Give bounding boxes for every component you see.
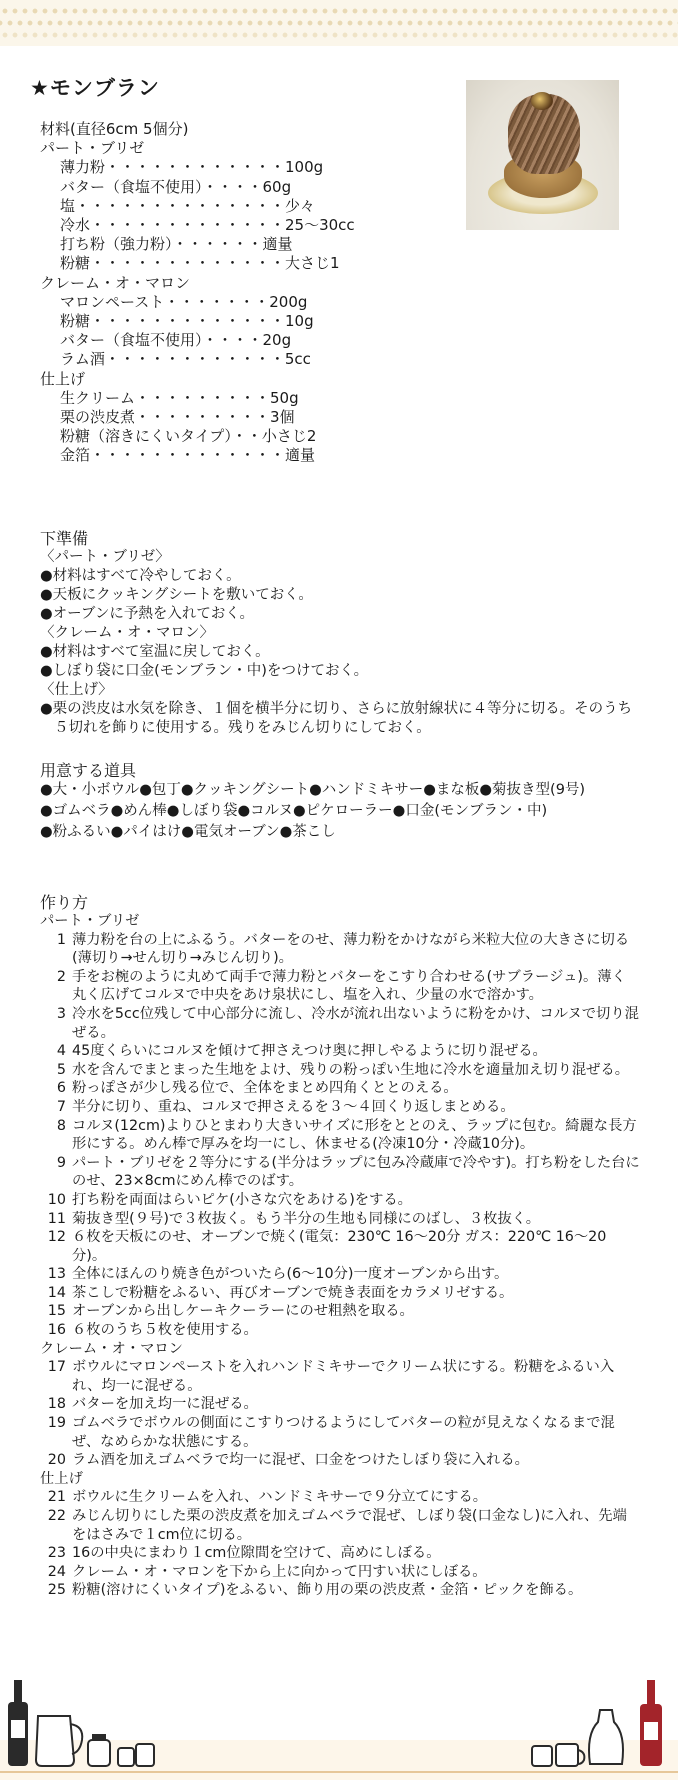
page-title: ★モンブラン bbox=[30, 76, 160, 100]
ingredient-item: 栗の渋皮煮・・・・・・・・・3個 bbox=[60, 408, 295, 427]
method-step: 20 ラム酒を加えゴムベラで均一に混ぜ、口金をつけたしぼり袋に入れる。 bbox=[47, 1452, 529, 1469]
method-heading: 作り方 bbox=[40, 893, 89, 912]
mugs-icon bbox=[532, 1744, 584, 1766]
method-step: 18 バターを加え均一に混ぜる。 bbox=[47, 1396, 258, 1413]
method-step: 1 薄力粉を台の上にふるう。バターをのせ、薄力粉をかけながら米粒大位の大きさに切る(薄切り→せん切り→みじん切り)。 bbox=[56, 931, 630, 967]
prep-section bbox=[40, 548, 640, 738]
method-step: 14 茶こしで粉糖をふるい、再びオーブンで焼き表面をカラメリゼする。 bbox=[47, 1284, 514, 1301]
prep-line: 〈仕上げ〉 bbox=[40, 682, 113, 698]
ingredients-section bbox=[40, 120, 355, 466]
ingredients-heading: 材料(直径6cm 5個分) bbox=[40, 120, 189, 138]
red-bottle-icon bbox=[640, 1680, 662, 1766]
ingredient-group-name: 仕上げ bbox=[40, 369, 86, 388]
prep-line: 〈クレーム・オ・マロン〉 bbox=[40, 625, 214, 641]
ingredient-group-name: パート・ブリゼ bbox=[40, 139, 145, 158]
method-step: 22 みじん切りにした栗の渋皮煮を加えゴムベラで混ぜ、しぼり袋(口金なし)に入れ、先端をはさみで１cm位に切る。 bbox=[47, 1508, 627, 1543]
ingredient-item: マロンペースト・・・・・・・200g bbox=[60, 292, 308, 311]
method-step: 10 打ち粉を両面はらいピケ(小さな穴をあける)をする。 bbox=[47, 1191, 412, 1208]
method-section-name: パート・ブリゼ bbox=[40, 913, 140, 929]
method-section-name: クレーム・オ・マロン bbox=[40, 1340, 183, 1357]
prep-line: ●栗の渋皮は水気を除き、１個を横半分に切り、さらに放射線状に４等分に切る。そのうち５切れを飾りに使用する。残りをみじん切りにしておく。 bbox=[40, 701, 633, 736]
method-step: 2 手をお椀のように丸めて両手で薄力粉とバターをこすり合わせる(サブラージュ)。薄く丸く広げてコルヌで中央をあけ泉状にし、塩を入れ、少量の水で溶かす。 bbox=[56, 968, 626, 1004]
ingredient-item: 薄力粉・・・・・・・・・・・・100g bbox=[60, 158, 324, 177]
prep-line: ●材料はすべて冷やしておく。 bbox=[40, 568, 241, 584]
method-step: 15 オーブンから出しケーキクーラーにのせ粗熱を取る。 bbox=[47, 1303, 414, 1320]
wine-bottle-icon bbox=[8, 1680, 28, 1766]
chestnut-topping bbox=[531, 92, 553, 110]
tools-line: ●ゴムベラ●めん棒●しぼり袋●コルヌ●ピケローラー●口金(モンブラン・中) bbox=[40, 803, 548, 819]
prep-line: ●しぼり袋に口金(モンブラン・中)をつけておく。 bbox=[40, 663, 369, 679]
method-step: 7 半分に切り、重ね、コルヌで押さえるを３～４回くり返しまとめる。 bbox=[56, 1098, 515, 1115]
cups-icon bbox=[118, 1744, 154, 1766]
tools-line: ●大・小ボウル●包丁●クッキングシート●ハンドミキサー●まな板●菊抜き型(9号) bbox=[40, 782, 586, 798]
prep-line: ●天板にクッキングシートを敷いておく。 bbox=[40, 587, 313, 603]
method-step: 11 菊抜き型(９号)で３枚抜く。もう半分の生地も同様にのばし、３枚抜く。 bbox=[47, 1210, 541, 1227]
method-step: 8 コルヌ(12cm)よりひとまわり大きいサイズに形をととのえ、ラップに包む。綺麗な長方形にする。めん棒で厚みを均一にし、休ませる(冷凍10分・冷蔵10分)。 bbox=[56, 1117, 637, 1153]
ingredient-item: 金箔・・・・・・・・・・・・・適量 bbox=[60, 446, 316, 465]
prep-line: 〈パート・ブリゼ〉 bbox=[40, 549, 170, 565]
jug-icon bbox=[589, 1710, 623, 1764]
method-step: 6 粉っぽさが少し残る位で、全体をまとめ四角くととのえる。 bbox=[56, 1080, 458, 1097]
method-section-name: 仕上げ bbox=[40, 1470, 83, 1487]
prep-heading: 下準備 bbox=[40, 529, 89, 548]
tools-list bbox=[40, 780, 640, 843]
footer-kitchen-illustration bbox=[0, 1660, 678, 1780]
ingredient-group-name: クレーム・オ・マロン bbox=[40, 273, 191, 292]
method-step: 12 ６枚を天板にのせ、オーブンで焼く(電気：230℃ 16～20分 ガス：220℃ 16～20分)。 bbox=[47, 1229, 607, 1264]
mont-blanc-cake-photo bbox=[466, 80, 619, 230]
ingredient-item: ラム酒・・・・・・・・・・・・5cc bbox=[60, 350, 311, 369]
method-step: 4 45度くらいにコルヌを傾けて押さえつけ奥に押しやるように切り混ぜる。 bbox=[56, 1043, 547, 1060]
method-step: 23 16の中央にまわり１cm位隙間を空けて、高めにしぼる。 bbox=[47, 1545, 441, 1562]
ingredient-item: 生クリーム・・・・・・・・・50g bbox=[60, 388, 299, 407]
ingredient-item: 粉糖・・・・・・・・・・・・・10g bbox=[60, 312, 314, 331]
method-step: 24 クレーム・オ・マロンを下から上に向かって円すい状にしぼる。 bbox=[47, 1563, 487, 1580]
ingredient-item: 粉糖・・・・・・・・・・・・・大さじ1 bbox=[60, 254, 340, 273]
top-dotted-border bbox=[0, 0, 678, 56]
method-steps bbox=[40, 912, 640, 1600]
method-step: 21 ボウルに生クリームを入れ、ハンドミキサーで９分立てにする。 bbox=[47, 1489, 488, 1506]
ingredient-item: 冷水・・・・・・・・・・・・・25～30cc bbox=[60, 216, 355, 235]
method-step: 9 パート・ブリゼを２等分にする(半分はラップに包み冷蔵庫で冷やす)。打ち粉をした台にのせ、23×8cmにめん棒でのばす。 bbox=[56, 1154, 640, 1190]
ingredient-item: 打ち粉（強力粉）・・・・・・適量 bbox=[60, 235, 293, 254]
ingredient-item: 塩・・・・・・・・・・・・・・少々 bbox=[60, 196, 316, 215]
method-step: 19 ゴムベラでボウルの側面にこすりつけるようにしてバターの粒が見えなくなるまで混ぜ、なめらかな状態にする。 bbox=[47, 1415, 615, 1450]
ingredient-item: バター（食塩不使用）・・・・20g bbox=[60, 331, 292, 350]
method-step: 25 粉糖(溶けにくいタイプ)をふるい、飾り用の栗の渋皮煮・金箔・ピックを飾る。 bbox=[47, 1582, 583, 1599]
ingredient-item: バター（食塩不使用）・・・・60g bbox=[60, 177, 292, 196]
prep-line: ●オーブンに予熱を入れておく。 bbox=[40, 606, 255, 622]
method-step: 17 ボウルにマロンペーストを入れハンドミキサーでクリーム状にする。粉糖をふるい入れ、均一に混ぜる。 bbox=[47, 1359, 615, 1394]
tools-line: ●粉ふるい●パイはけ●電気オーブン●茶こし bbox=[40, 824, 336, 840]
prep-line: ●材料はすべて室温に戻しておく。 bbox=[40, 644, 270, 660]
method-step: 5 水を含んでまとまった生地をよけ、残りの粉っぽい生地に冷水を適量加え切り混ぜる。 bbox=[56, 1061, 630, 1078]
method-step: 3 冷水を5cc位残して中心部分に流し、冷水が流れ出ないように粉をかけ、コルヌで切り混ぜる。 bbox=[56, 1005, 639, 1041]
method-step: 16 ６枚のうち５枚を使用する。 bbox=[47, 1322, 258, 1339]
jar-icon bbox=[88, 1734, 110, 1766]
tools-heading: 用意する道具 bbox=[40, 761, 137, 780]
ingredient-item: 粉糖（溶きにくいタイプ）・・小さじ2 bbox=[60, 427, 317, 446]
method-step: 13 全体にほんのり焼き色がついたら(6～10分)一度オーブンから出す。 bbox=[47, 1266, 509, 1283]
